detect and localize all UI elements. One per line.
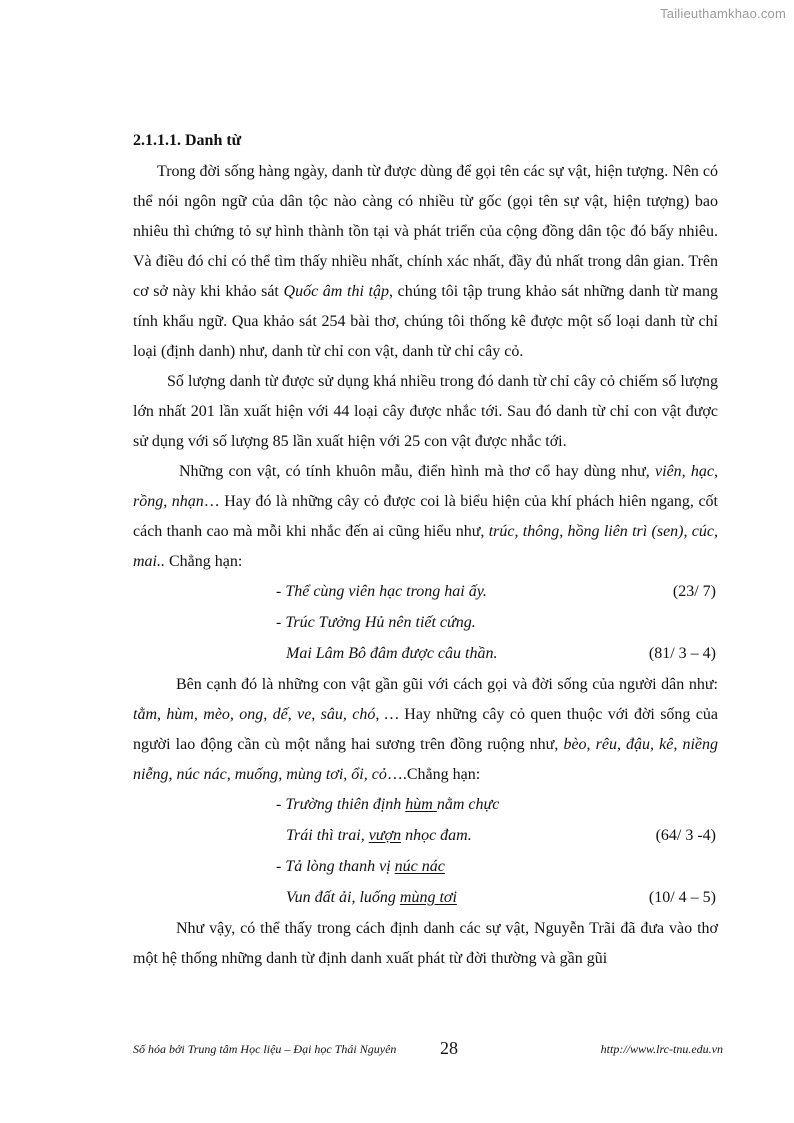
verse-4-line-1-text — [276, 852, 445, 882]
verse-3-line-2 — [133, 821, 718, 852]
paragraph-3 — [133, 457, 718, 577]
verse-3-l2-a: Trái thì trai, — [286, 827, 369, 844]
paragraph-3-italic-1: viên, hạc, rồng, nhạn — [133, 463, 719, 510]
paragraph-3-text-c: Chẳng hạn: — [165, 553, 243, 570]
paragraph-4 — [133, 670, 718, 790]
verse-4-line-2-text — [286, 883, 457, 913]
verse-4-line-1 — [133, 852, 718, 883]
paragraph-4-text-a: Bên cạnh đó là những con vật gần gũi với cách gọi và đời sống của người dân như: — [176, 676, 718, 693]
paragraph-3-text-b: … Hay đó là những cây cỏ được coi là biểu hiện của khí phách hiên ngang, cốt cách thanh cao mà mỗi khi nhắc đến ai cũng hiểu như — [133, 493, 718, 540]
verse-4-ref: (10/ 4 – 5) — [648, 889, 716, 906]
paragraph-1 — [133, 157, 718, 367]
page-body — [133, 126, 718, 974]
verse-1-line: - Thể cùng viên hạc trong hai ấy. — [276, 583, 487, 600]
verse-3-l1-a: - Trường thiên định — [276, 796, 406, 813]
paragraph-2: Số lượng danh từ được sử dụng khá nhiều trong đó danh từ chỉ cây cỏ chiếm số lượng lớn nhất 201 lần xuất hiện với 44 loại cây được nhắc tới. Sau đó danh từ chỉ con vật được sử dụng với số lượng 85 lần xuất hiện với 25 con vật được nhắc tới. — [133, 373, 718, 450]
section-heading: 2.1.1.1. Danh từ — [133, 132, 242, 149]
verse-1-ref: (23/ 7) — [672, 583, 716, 600]
paragraph-4-italic-1: tằm, hùm, mèo, ong, dế, ve, sâu, chó, … — [133, 706, 399, 723]
verse-3-line-1 — [133, 790, 718, 821]
verse-3-ref: (64/ 3 -4) — [655, 827, 716, 844]
paragraph-4-text-b: Hay những cây cỏ quen thuộc với đời sống của người lao động cần cù một nắng hai sương trên đồng ruộng như, — [133, 706, 718, 753]
verse-2-ref: (81/ 3 – 4) — [648, 645, 716, 662]
footer-url: http://www.lrc-tnu.edu.vn — [600, 1042, 723, 1056]
verse-4-l2-underlined: mùng tơi — [399, 889, 457, 906]
paragraph-4-text-c: ….Chẳng hạn: — [386, 766, 481, 783]
verse-4-l1-a: - Tả lòng thanh vị — [276, 858, 395, 875]
verse-4-l2-a: Vun đất ải, luống — [286, 889, 400, 906]
verse-2-line-2 — [133, 639, 718, 670]
verse-2-line-2-text: Mai Lâm Bô đâm được câu thần. — [286, 645, 498, 662]
paragraph-1-text: Trong đời sống hàng ngày, danh từ được dùng để gọi tên các sự vật, hiện tượng. Nên có thể nói ngôn ngữ của dân tộc nào càng có nhiều từ gốc (gọi tên sự vật, hiện tượng) bao nhiêu thì chứng tỏ sự hình thành tồn tại và phát triển của cộng đồng dân tộc đó bấy nhiêu. Và điều đó chỉ có thể tìm thấy nhiều nhất, chính xác nhất, đầy đủ nhất trong dân gian. Trên cơ sở này khi khảo sát — [133, 163, 719, 300]
paragraph-3-italic-2: , trúc, thông, hồng liên trì (sen), cúc, mai.. — [133, 523, 719, 570]
watermark: Tailieuthamkhao.com — [660, 6, 786, 21]
verse-2-line-1 — [133, 608, 718, 639]
paragraph-3-text-a: Những con vật, có tính khuôn mẫu, điển hình mà thơ cổ hay dùng như, — [179, 463, 656, 480]
verse-3-l2-b: nhọc đam. — [401, 827, 472, 844]
paragraph-1-end: , chúng tôi tập trung khảo sát những danh từ mang tính khẩu ngữ. Qua khảo sát 254 bài thơ, chúng tôi thống kê được một số loại danh từ chỉ loại (định danh) như, danh từ chỉ con vật, danh từ chỉ cây cỏ. — [133, 283, 719, 360]
verse-4-l1-underlined: núc nác — [394, 858, 445, 875]
page-footer — [133, 1038, 723, 1066]
footer-left: Số hóa bởi Trung tâm Học liệu – Đại học Thái Nguyên — [133, 1042, 397, 1056]
verse-3-l2-underlined: vượn — [368, 827, 402, 844]
verse-1 — [133, 577, 718, 608]
verse-3-l1-b: nằm chực — [436, 796, 500, 813]
paragraph-4-italic-2: bèo, rêu, đậu, kê, niềng niễng, núc nác, muống, mùng tơi, ổi, cỏ — [133, 736, 718, 783]
verse-3-line-1-text — [276, 790, 499, 820]
verse-2-line-1-text: - Trúc Tưởng Hủ nên tiết cứng. — [276, 614, 476, 631]
paragraph-1-italic: Quốc âm thi tập — [283, 283, 389, 300]
verse-3-line-2-text — [286, 821, 472, 851]
page-number: 28 — [440, 1038, 458, 1058]
verse-4-line-2 — [133, 883, 718, 914]
verse-3-l1-underlined: hùm — [405, 796, 437, 813]
paragraph-5: Như vậy, có thể thấy trong cách định danh các sự vật, Nguyễn Trãi đã đưa vào thơ một hệ thống những danh từ định danh xuất phát từ đời thường và gần gũi — [133, 920, 718, 967]
